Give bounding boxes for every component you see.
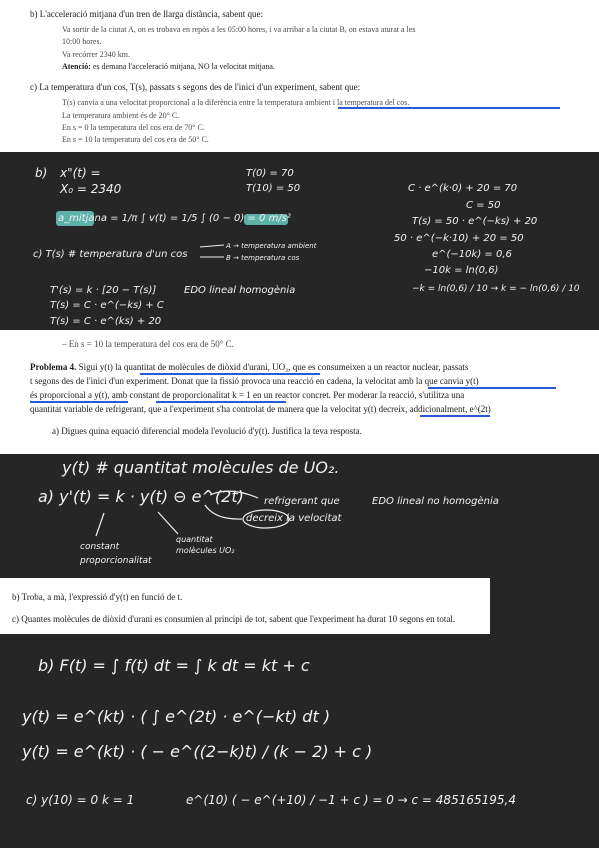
question-b-line-3: Va recórrer 2340 km.	[62, 50, 130, 59]
printed-panel-3	[0, 578, 490, 634]
problem-title: Problema 4.	[30, 362, 77, 372]
question-b-line-1: Va sortir de la ciutat A, on es trobava en repòs a les 05:00 hores, i va arribar a la ciutat B, on estava aturat a les	[62, 25, 416, 34]
problem-text-line-4: quantitat variable de refrigerant, que a l'experiment s'ha controlat de manera que la velocitat y(t) decreix, addicionalment, e^(2t)	[30, 404, 491, 414]
question-c-line-2: La temperatura ambient és de 20° C.	[62, 111, 180, 120]
question-a: a) Digues quina equació diferencial modela l'evolució d'y(t). Justifica la teva resposta.	[52, 426, 362, 436]
question-c-line-3: En s = 0 la temperatura del cos era de 70° C.	[62, 123, 205, 132]
note-b-label: b)	[35, 166, 48, 180]
question-b-line-2: 10:00 hores.	[62, 37, 102, 46]
note-y-title: y(t) # quantitat molècules de UO₂.	[62, 458, 340, 477]
note-F: b) F(t) = ∫ f(t) dt = ∫ k dt = kt + c	[38, 656, 310, 675]
problem-text-1: Sigui y(t) la quantitat de molècules de diòxid d'urani, UO₂, que es consumeixen a un reactor nuclear, passats	[78, 362, 469, 372]
note-eq1: T'(s) = k · [20 − T(s)]	[50, 285, 157, 296]
note-T0: T(0) = 70	[246, 168, 294, 179]
partial-line: – En s = 10 la temperatura del cos era de 50° C.	[62, 339, 234, 349]
note-c-result: e^(10) ( − e^(+10) / −1 + c ) = 0 → c = 485165195,4	[186, 793, 516, 807]
question-c-line-1: T(s) canvia a una velocitat proporcional a la diferència entre la temperatura ambient i la temperatura del cos.	[62, 98, 410, 107]
note-T10: T(10) = 50	[246, 183, 301, 194]
note-c-label: c) T(s) # temperatura d'un cos	[33, 249, 188, 260]
question-b: b) Troba, a mà, l'expressió d'y(t) en funció de t.	[12, 592, 183, 602]
note-decreix: decreix la velocitat	[246, 513, 342, 524]
problem-text-line-3: és proporcional a y(t), amb constant de proporcionalitat k = 1 en un reactor concret. Per moderar la reacció, s'utilitza una	[30, 390, 465, 400]
question-c: c) Quantes molècules de diòxid d'urani es consumien al principi de tot, sabent que l'experiment ha durat 10 segons en total.	[12, 614, 456, 624]
note-a-mitjana: a_mitjana = 1/π ∫ v(t) = 1/5 ∫ (0 − 0) = 0 m/s²	[58, 213, 291, 224]
note-right-2: C = 50	[466, 200, 501, 211]
note-x0: X₀ = 2340	[60, 182, 122, 196]
problem-text-line-2: t segons des de l'inici d'un experiment. Donat que la fissió provoca una reacció en cadena, la velocitat amb la que canvia y(t)	[30, 376, 479, 386]
note-right-7: −k = ln(0,6) / 10 → k = − ln(0,6) / 10	[412, 284, 580, 294]
question-c-header: c) La temperatura d'un cos, T(s), passats s segons des de l'inici d'un experiment, sabent que:	[30, 82, 361, 92]
note-edo-1: EDO lineal homogènia	[184, 285, 296, 296]
note-right-5: e^(−10k) = 0,6	[432, 249, 512, 260]
attention-label: Atenció:	[62, 62, 91, 71]
note-y1: y(t) = e^(kt) · ( ∫ e^(2t) · e^(−kt) dt )	[22, 707, 331, 726]
note-c-cond: c) y(10) = 0 k = 1	[26, 793, 135, 807]
note-y2: y(t) = e^(kt) · ( − e^((2−k)t) / (k − 2) + c )	[22, 742, 373, 761]
note-right-1: C · e^(k·0) + 20 = 70	[408, 183, 518, 194]
note-refrigerant: refrigerant que	[264, 496, 340, 507]
note-arrow-B: B → temperatura cos	[226, 254, 300, 262]
note-right-6: −10k = ln(0,6)	[424, 265, 499, 276]
note-quantitat: quantitat molècules UO₂	[176, 535, 235, 555]
note-x-t: x"(t) =	[60, 166, 101, 180]
note-eq3: T(s) = C · e^(ks) + 20	[50, 316, 162, 327]
note-edo-2: EDO lineal no homogènia	[372, 496, 499, 507]
note-eq2: T(s) = C · e^(−ks) + C	[50, 300, 164, 311]
note-right-4: 50 · e^(−k·10) + 20 = 50	[394, 233, 524, 244]
note-right-3: T(s) = 50 · e^(−ks) + 20	[412, 216, 538, 227]
question-c-line-4: En s = 10 la temperatura del cos era de 50° C.	[62, 135, 209, 144]
note-y-eq: a) y'(t) = k · y(t) ⊖ e^(2t)	[38, 487, 244, 506]
note-constant: constant proporcionalitat	[80, 542, 152, 566]
question-b-header: b) L'acceleració mitjana d'un tren de llarga distància, sabent que:	[30, 9, 263, 19]
attention-text: es demana l'acceleració mitjana, NO la velocitat mitjana.	[90, 62, 275, 71]
note-arrow-A: A → temperatura ambient	[226, 242, 317, 250]
